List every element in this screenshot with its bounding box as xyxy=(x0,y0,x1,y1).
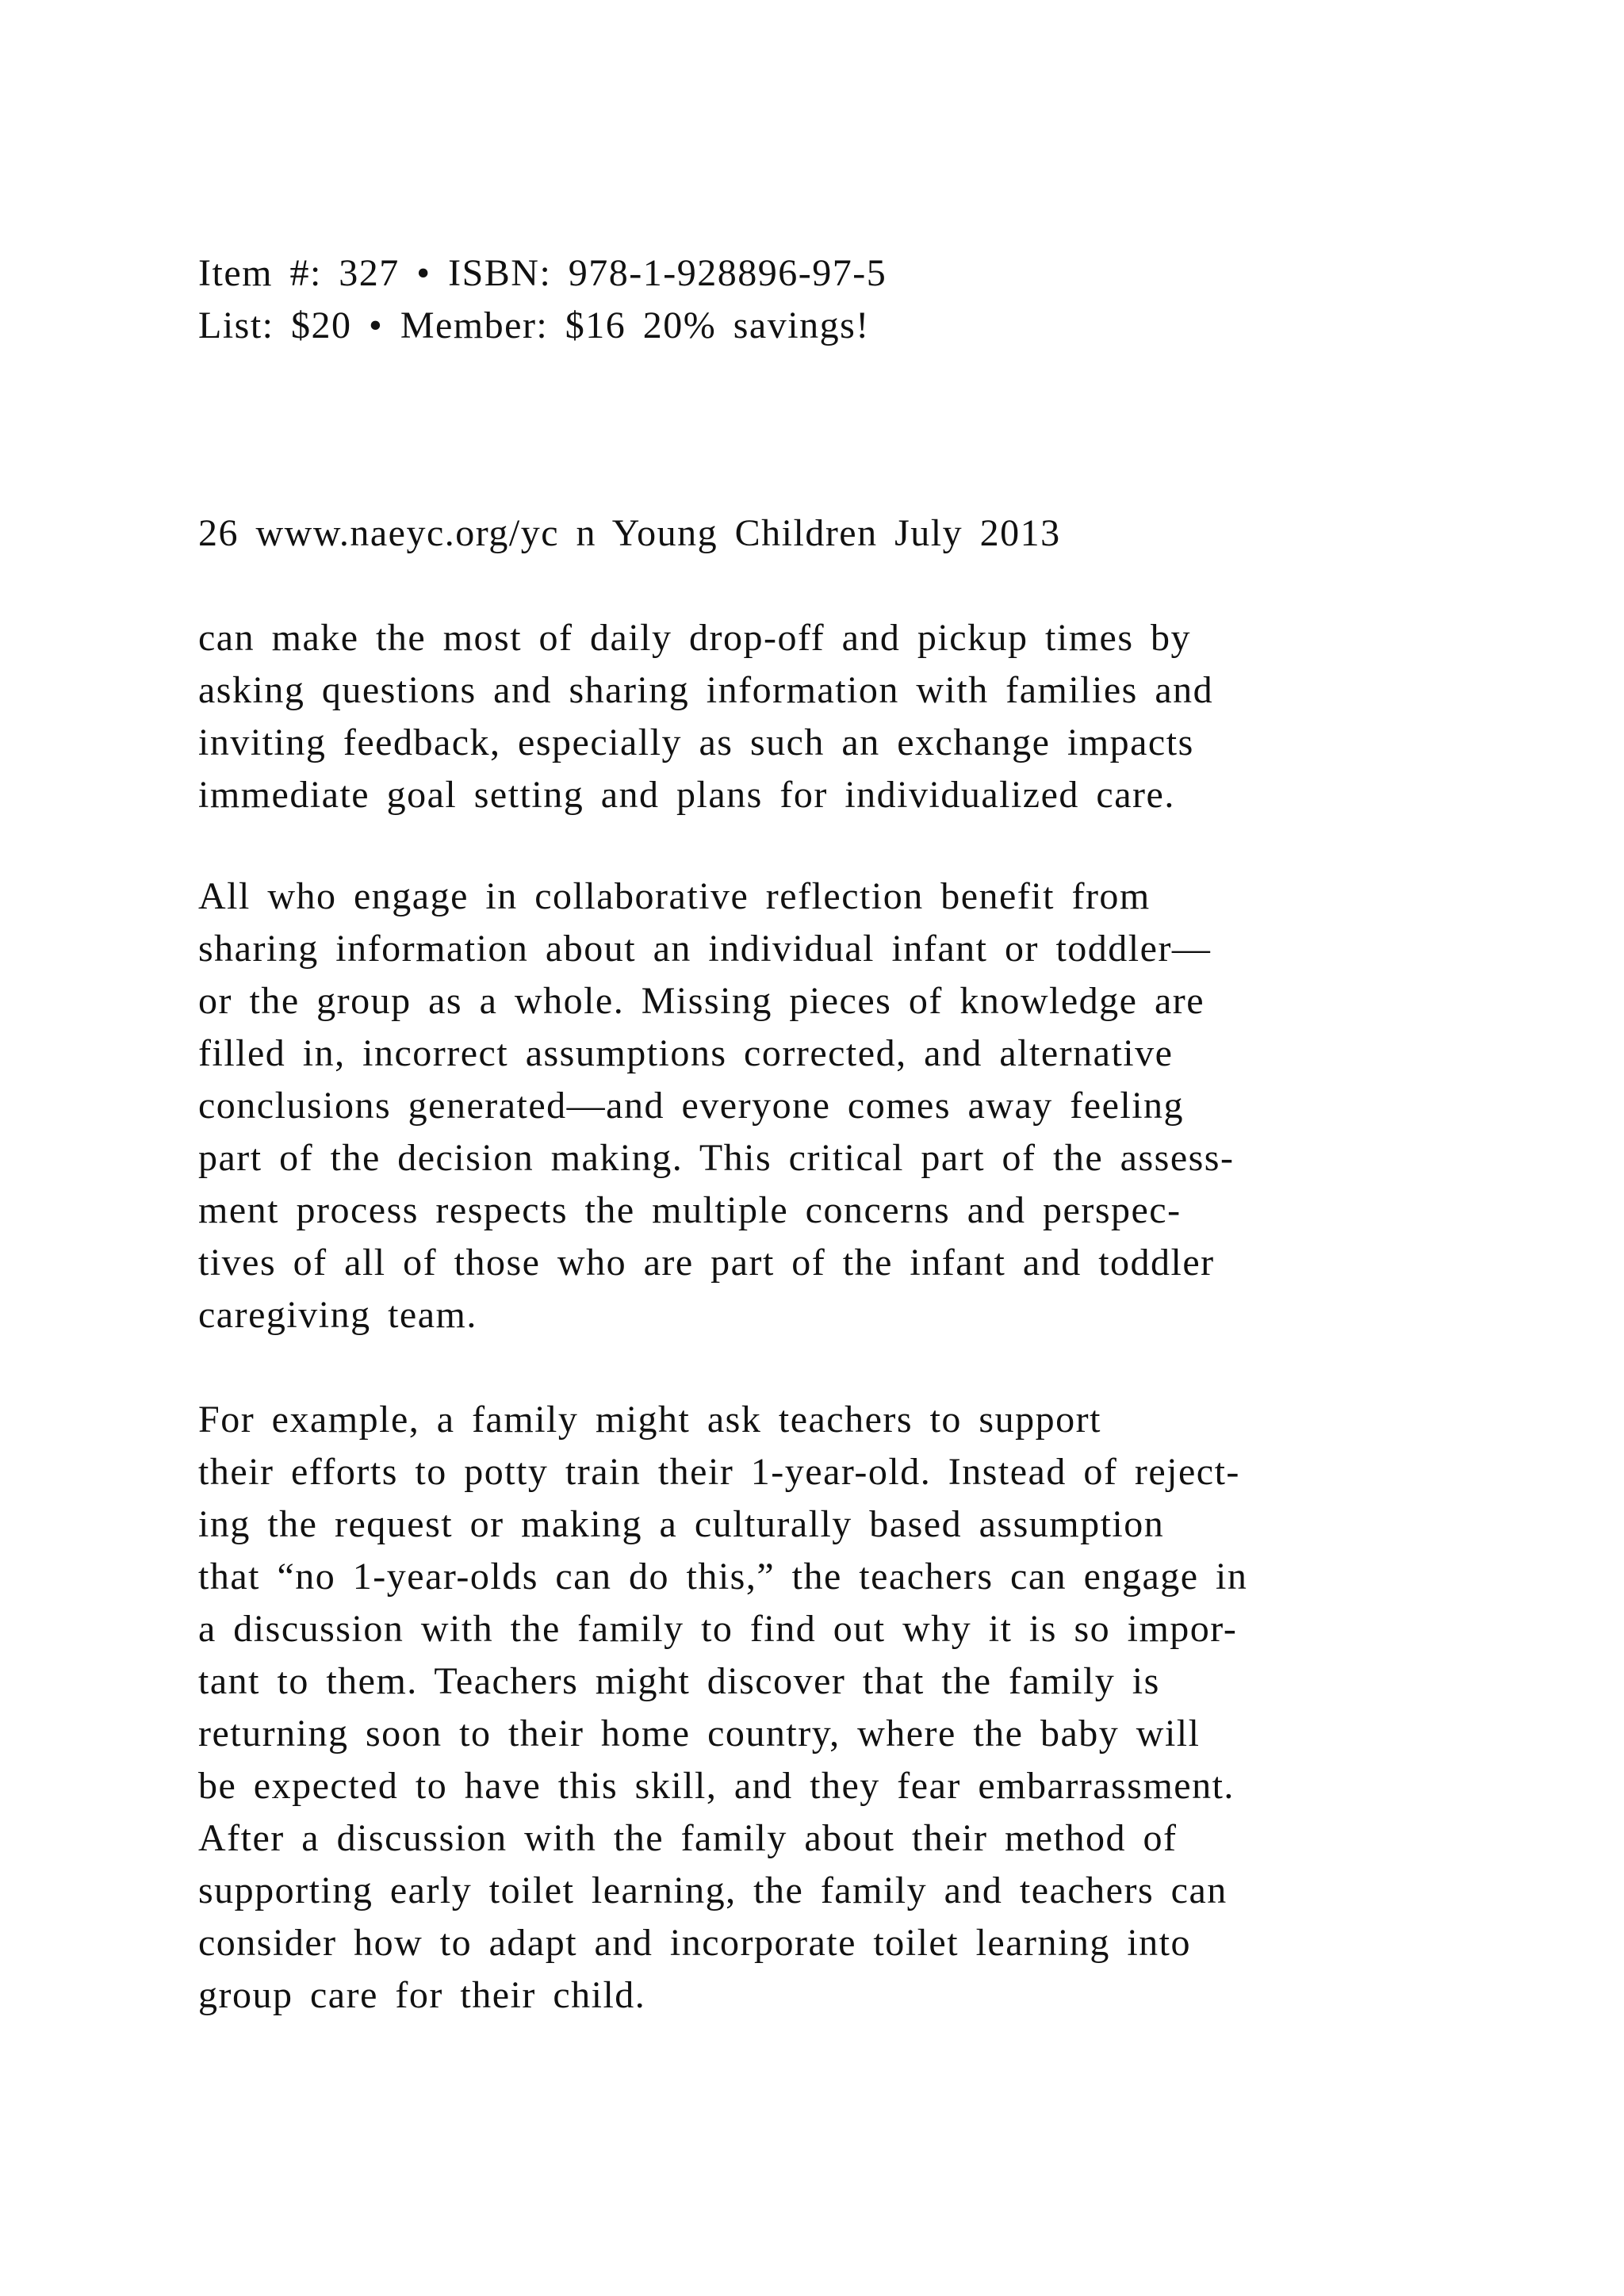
paragraph-line: ing the request or making a culturally based assumption xyxy=(198,1503,1165,1545)
paragraph-line: group care for their child. xyxy=(198,1974,646,2016)
paragraph-line: tant to them. Teachers might discover that the family is xyxy=(198,1660,1160,1702)
paragraph-line: their efforts to potty train their 1-year-old. Instead of reject- xyxy=(198,1451,1240,1493)
paragraph-line: For example, a family might ask teachers to support xyxy=(198,1399,1101,1441)
paragraph-line: sharing information about an individual infant or toddler— xyxy=(198,928,1212,970)
paragraph-line: or the group as a whole. Missing pieces of knowledge are xyxy=(198,980,1205,1022)
paragraph-line: asking questions and sharing information with families and xyxy=(198,669,1214,711)
paragraph-line: supporting early toilet learning, the family and teachers can xyxy=(198,1869,1228,1911)
paragraph-2 xyxy=(198,871,1435,1341)
item-info xyxy=(198,247,1435,352)
paragraph-1 xyxy=(198,612,1435,821)
paragraph-line: can make the most of daily drop-off and pickup times by xyxy=(198,617,1192,659)
paragraph-line: After a discussion with the family about their method of xyxy=(198,1817,1178,1859)
paragraph-line: consider how to adapt and incorporate toilet learning into xyxy=(198,1922,1191,1964)
paragraph-line: ment process respects the multiple concerns and perspec- xyxy=(198,1189,1182,1231)
paragraph-3 xyxy=(198,1394,1435,2022)
paragraph-line: be expected to have this skill, and they fear embarrassment. xyxy=(198,1765,1235,1807)
paragraph-line: inviting feedback, especially as such an exchange impacts xyxy=(198,721,1194,763)
paragraph-line: filled in, incorrect assumptions corrected, and alternative xyxy=(198,1032,1174,1074)
paragraph-line: conclusions generated—and everyone comes away feeling xyxy=(198,1085,1185,1127)
paragraph-line: a discussion with the family to find out why it is so impor- xyxy=(198,1608,1238,1650)
price-line: List: $20 • Member: $16 20% savings! xyxy=(198,304,870,346)
paragraph-line: All who engage in collaborative reflection benefit from xyxy=(198,875,1151,917)
item-isbn-line: Item #: 327 • ISBN: 978-1-928896-97-5 xyxy=(198,252,887,294)
paragraph-line: that “no 1-year-olds can do this,” the teachers can engage in xyxy=(198,1556,1248,1598)
paragraph-line: caregiving team. xyxy=(198,1294,477,1336)
paragraph-line: immediate goal setting and plans for individualized care. xyxy=(198,774,1175,816)
running-header-text: 26 www.naeyc.org/yc n Young Children July 2013 xyxy=(198,512,1061,554)
paragraph-line: part of the decision making. This critical part of the assess- xyxy=(198,1137,1235,1179)
running-header xyxy=(198,507,1435,560)
paragraph-line: tives of all of those who are part of the infant and toddler xyxy=(198,1242,1215,1284)
paragraph-line: returning soon to their home country, where the baby will xyxy=(198,1712,1201,1755)
